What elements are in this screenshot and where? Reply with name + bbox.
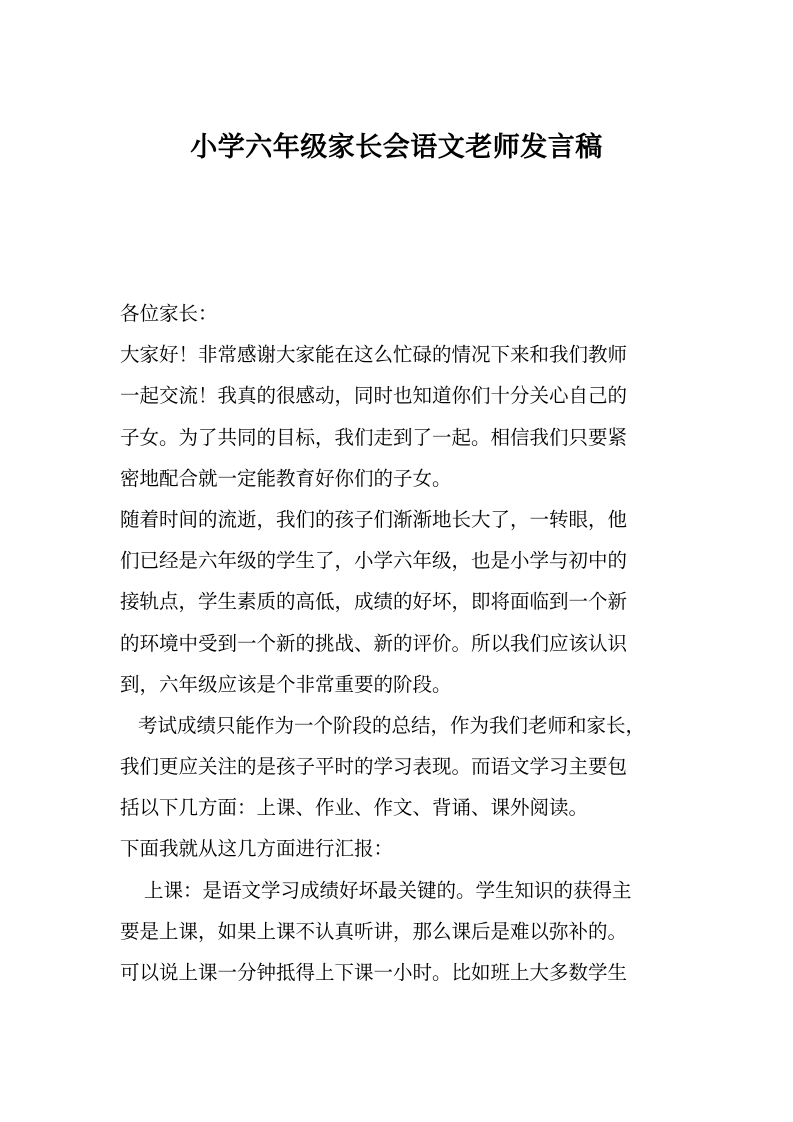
text-line: 要是上课，如果上课不认真听讲，那么课后是难以弥补的。 [120, 919, 628, 943]
text-line: 接轨点，学生素质的高低，成绩的好坏，即将面临到一个新 [120, 590, 628, 614]
text-line: 各位家长： [120, 302, 218, 325]
document-body [120, 293, 700, 993]
text-line: 们已经是六年级的学生了，小学六年级，也是小学与初中的 [120, 549, 628, 573]
text-line: 我们更应关注的是孩子平时的学习表现。而语文学习主要包 [120, 755, 628, 779]
text-line: 括以下几方面：上课、作业、作文、背诵、课外阅读。 [120, 796, 589, 820]
text-line: 上课：是语文学习成绩好坏最关键的。学生知识的获得主 [144, 878, 632, 902]
text-line: 到，六年级应该是个非常重要的阶段。 [120, 672, 452, 696]
text-line: 子女。为了共同的目标，我们走到了一起。相信我们只要紧 [120, 425, 628, 449]
text-line: 下面我就从这几方面进行汇报： [120, 837, 394, 861]
text-line: 可以说上课一分钟抵得上下课一小时。比如班上大多数学生 [120, 961, 628, 984]
document-title: 小学六年级家长会语文老师发言稿 [190, 132, 603, 163]
text-line: 大家好！非常感谢大家能在这么忙碌的情况下来和我们教师 [120, 343, 628, 367]
text-line: 随着时间的流逝，我们的孩子们渐渐地长大了，一转眼，他 [120, 507, 628, 531]
text-line: 考试成绩只能作为一个阶段的总结，作为我们老师和家长， [138, 713, 646, 737]
text-line: 的环境中受到一个新的挑战、新的评价。所以我们应该认识 [120, 631, 628, 655]
text-line: 一起交流！我真的很感动，同时也知道你们十分关心自己的 [120, 384, 628, 408]
text-line: 密地配合就一定能教育好你们的子女。 [120, 466, 452, 490]
